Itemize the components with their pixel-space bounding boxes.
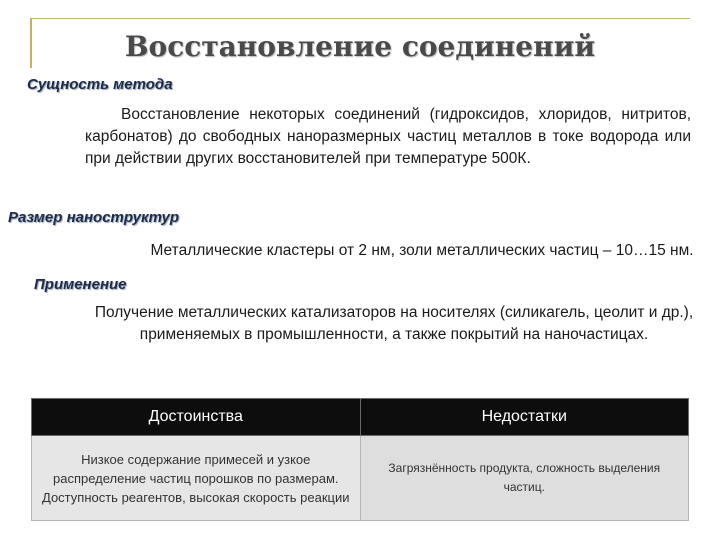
heading-application: Применение xyxy=(34,276,127,293)
slide-title: Восстановление соединений xyxy=(124,30,596,63)
frame-top-line xyxy=(30,18,690,19)
method-text: Восстановление некоторых соединений (гидроксидов, хлоридов, нитритов, карбонатов) до свободных наноразмерных частиц металлов в токе водорода или при действии других восстановителей при температуре 500К. xyxy=(85,106,691,167)
table-row xyxy=(32,436,689,521)
pros-cell: Низкое содержание примесей и узкое распределение частиц порошков по размерам. Доступность реагентов, высокая скорость реакции xyxy=(32,436,361,521)
application-text: Получение металлических катализаторов на носителях (силикагель, цеолит и др.), применяемых в промышленности, а также покрытий на наночастицах. xyxy=(94,304,694,343)
cons-cell: Загрязнённость продукта, сложность выделения частиц. xyxy=(360,436,689,521)
header-cons: Недостатки xyxy=(360,399,689,436)
table-header-row xyxy=(32,399,689,436)
heading-size: Размер наноструктур xyxy=(8,209,180,226)
comparison-table xyxy=(31,398,689,521)
size-text: Металлические кластеры от 2 нм, золи металлических частиц – 10…15 нм. xyxy=(150,242,694,259)
header-pros: Достоинства xyxy=(32,399,361,436)
heading-method: Сущность метода xyxy=(27,76,173,93)
